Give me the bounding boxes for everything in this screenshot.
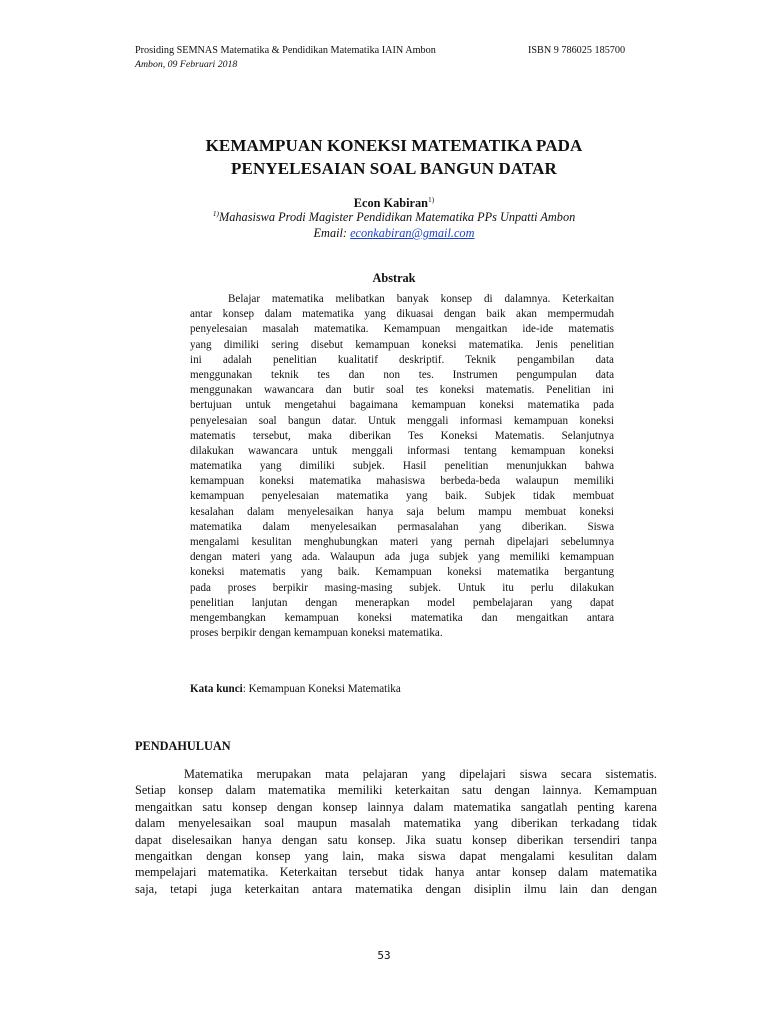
author-superscript: 1) bbox=[427, 194, 435, 204]
body-text-line: dalam menyelesaikan soal maupun masalah matematika yang diberikan terkadang tidak bbox=[135, 816, 657, 831]
abstract-line: proses berpikir dengan kemampuan koneksi matematika. bbox=[190, 627, 443, 640]
body-text-line: Matematika merupakan mata pelajaran yang dipelajari siswa secara sistematis. bbox=[184, 767, 657, 781]
abstract-line: kesalahan dalam menyelesaikan hanya saja belum mampu membuat koneksi bbox=[190, 505, 614, 518]
abstract-line: antar konsep dalam matematika yang dikuasai dengan baik akan mempermudah bbox=[190, 308, 614, 321]
abstract-line: kemampuan koneksi matematika mahasiswa berbeda-beda walaupun memiliki bbox=[190, 475, 614, 488]
abstract-line: Belajar matematika melibatkan banyak konsep di dalamnya. Keterkaitan bbox=[228, 293, 614, 305]
abstract-line: yang dimiliki sering disebut kemampuan koneksi matematika. Jenis penelitian bbox=[190, 338, 614, 351]
paper-title-line-2: PENYELESAIAN SOAL BANGUN DATAR bbox=[231, 159, 557, 178]
running-header-proceedings: Prosiding SEMNAS Matematika & Pendidikan Matematika IAIN Ambon bbox=[135, 45, 436, 56]
abstract-line: matematika dalam menyelesaikan permasalahan yang diberikan. Siswa bbox=[190, 520, 614, 533]
abstract-line: bertujuan untuk mengetahui bagaimana kemampuan koneksi matematika pada bbox=[190, 399, 614, 412]
keywords-label: Kata kunci bbox=[190, 683, 243, 695]
abstract-line: mengalami kesulitan menghubungkan materi yang pernah dipelajari sebelumnya bbox=[190, 536, 614, 548]
author-email-line bbox=[100, 226, 688, 242]
abstract-line: dengan materi yang ada. Walaupun ada juga subjek yang memiliki kemampuan bbox=[190, 551, 614, 564]
section-body bbox=[135, 766, 657, 897]
body-text-line: mengaitkan dengan konsep yang lain, maka siswa dapat mengalami kesulitan dalam bbox=[135, 848, 657, 863]
abstract-line: matematika yang dimiliki subjek. Hasil penelitian menunjukkan bahwa bbox=[190, 460, 614, 473]
body-text-line: saja, tetapi juga keterkaitan antara matematika dengan disiplin ilmu lain dan dengan bbox=[135, 881, 657, 896]
abstract-line: penyelesaian soal bangun datar. Untuk menggali informasi kemampuan koneksi bbox=[190, 414, 614, 427]
abstract-line: matematis tersebut, maka diberikan Tes Koneksi Matematis. Selanjutnya bbox=[190, 429, 614, 442]
abstract-line: menggunakan wawancara dan butir soal tes koneksi matematis. Penelitian ini bbox=[190, 384, 614, 397]
body-text-line: mengaitkan satu konsep dengan konsep lainnya dalam matematika sangatlah penting karena bbox=[135, 799, 657, 814]
section-heading-pendahuluan: PENDAHULUAN bbox=[135, 739, 231, 753]
email-link[interactable]: econkabiran@gmail.com bbox=[350, 226, 475, 240]
body-text-line: Setiap konsep dalam matematika memiliki keterkaitan satu dengan lainnya. Kemampuan bbox=[135, 783, 657, 798]
author-affiliation bbox=[100, 210, 688, 226]
paper-title-line-1: KEMAMPUAN KONEKSI MATEMATIKA PADA bbox=[205, 136, 583, 155]
abstract-line: penelitian lanjutan dengan menerapkan model pembelajaran yang dapat bbox=[190, 596, 614, 609]
body-text-line: dapat diselesaikan hanya dengan satu konsep. Jika suatu konsep diberikan tersendiri tanpa bbox=[135, 832, 657, 847]
keywords-line bbox=[190, 682, 401, 696]
abstract-line: mengembangkan kemampuan koneksi matematika dan mengaitkan antara bbox=[190, 611, 614, 624]
keywords-text: : Kemampuan Koneksi Matematika bbox=[242, 683, 401, 695]
running-header-isbn: ISBN 9 786025 185700 bbox=[528, 45, 626, 56]
body-text-line: mempelajari matematika. Keterkaitan tersebut tidak hanya antar konsep dalam matematika bbox=[135, 865, 657, 880]
abstract-heading: Abstrak bbox=[372, 271, 416, 285]
abstract-line: penyelesaian masalah matematika. Kemampuan mengaitkan ide-ide matematis bbox=[190, 323, 614, 336]
email-label: Email: bbox=[313, 226, 351, 240]
paper-title bbox=[110, 134, 678, 180]
abstract-line: menggunakan teknik tes dan non tes. Instrumen pengumpulan data bbox=[190, 368, 614, 381]
abstract-line: ini adalah penelitian kualitatif deskriptif. Teknik pengambilan data bbox=[190, 353, 614, 366]
page-number: 53 bbox=[377, 949, 391, 962]
author-line bbox=[110, 196, 678, 211]
abstract-line: pada proses berpikir masing-masing subjek. Untuk itu perlu dilakukan bbox=[190, 581, 614, 594]
abstract-line: kemampuan penyelesaian matematika yang baik. Subjek tidak membuat bbox=[190, 490, 614, 503]
abstract-body bbox=[190, 292, 614, 641]
author-name: Econ Kabiran bbox=[353, 196, 428, 210]
running-header-date: Ambon, 09 Februari 2018 bbox=[135, 59, 238, 70]
abstract-line: dilakukan wawancara untuk menggali informasi tentang kemampuan koneksi bbox=[190, 444, 614, 457]
abstract-line: koneksi matematis yang baik. Kemampuan koneksi matematika bergantung bbox=[190, 566, 614, 579]
affiliation-superscript: 1) bbox=[212, 208, 219, 218]
affiliation-text: Mahasiswa Prodi Magister Pendidikan Matematika PPs Unpatti Ambon bbox=[219, 210, 576, 224]
